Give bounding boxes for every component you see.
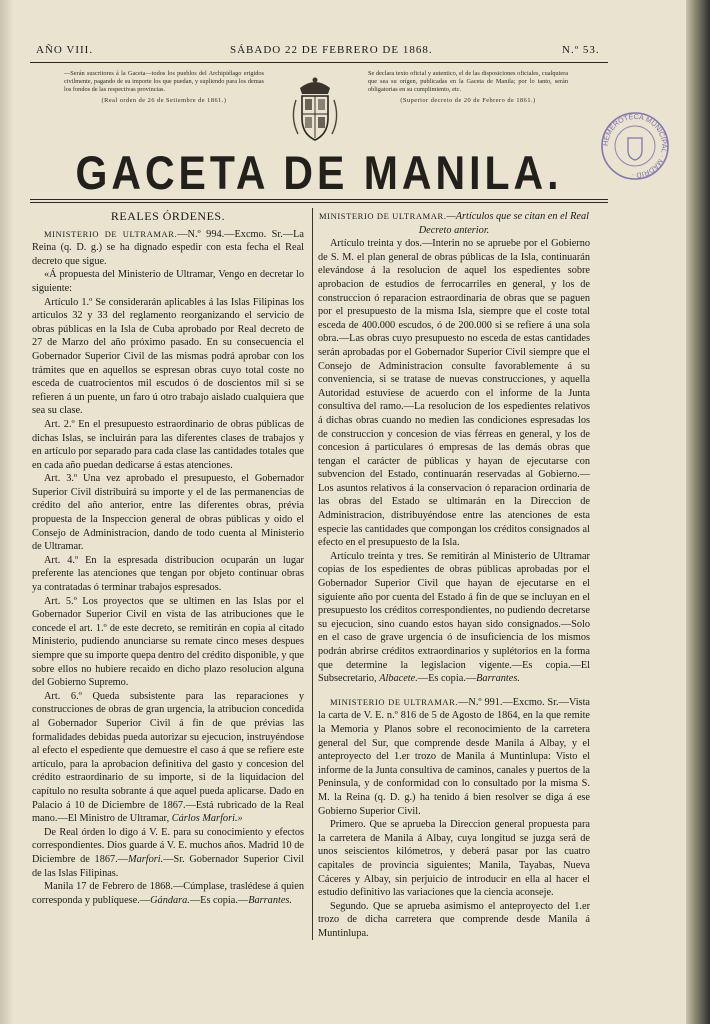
library-stamp-icon bbox=[598, 108, 672, 180]
right-notice bbox=[368, 70, 568, 105]
paragraph-text: —Sr. Gobernador Superior Civil de las Islas Filipinas. bbox=[32, 853, 304, 879]
paragraph: Artículo treinta y dos.—Interin no se apruebe por el Gobierno de S. M. el plan general de obras públicas de la Isla, continuarán elevándose á la resolucion de aquel los espedientes sobre aprobacion de estudios de ferrocarriles en general, y los de construccion ó reparacion estraordinaria de obras que se paguen por el presupuesto de la misma Isla, siempre que el coste total esceda de 400.000 escudos, ó de 200.000 si se refiere á una sola obra.—Las obras cuyo presupuesto no esceda de estas cantidades serán aprobadas por el Gobernador Superior Civil siempre que el Consejo de Administracion consulte favorablemente á su conveniencia, si se tratase de nuevas construcciones, y aquella Autoridad estuviese de acuerdo con el informe de la Junta consultiva del ramo.—La resolucion de los espedientes relativos á dichas obras cuando no medien las condiciones espresadas los de construccion y concesion de vias férreas en general, y los de concesion á particulares ó empresas de las demás obras que tengan el carácter de públicas y hayan de ejecutarse con subvencion del Estado, continuarán reservadas al Gobierno.—Los asuntos relativos á la conservacion ó reparacion ordinaria de las obras del Estado se ultimarán en la Direccion de Administracion, distribuyéndose entre las atenciones de esta especie las cantidades que compongan los créditos consignados al efecto en el presupuesto de la Isla. bbox=[318, 238, 590, 549]
paragraph-text: —N.º 994.—Excmo. Sr.—La Reina (q. D. g.) se ha dignado espedir con esta fecha el Real decreto que sigue. bbox=[32, 228, 304, 267]
paragraph: Art. 5.º Los proyectos que se ultimen en las Islas por el Gobernador Superior Civil en vista de las atribuciones que le concede el art. 1.º de este decreto, se remitirán en copia al citado Ministerio, pudiendo anunciarse su remate cinco meses despues siempre que su importe quepa dentro del crédito disponible, y que sobre ellos no hubiere recaido en dicho plazo resolucion alguna del Gobierno Supremo. bbox=[32, 595, 304, 689]
signature: Barrantes. bbox=[476, 673, 520, 685]
masthead-rule-bottom bbox=[30, 202, 608, 203]
masthead-rule-top bbox=[30, 199, 608, 200]
paragraph bbox=[318, 696, 590, 818]
paragraph: Art. 2.º En el presupuesto estraordinario de obras públicas de dichas Islas, se incluirán para las diferentes clases de trabajos y en artículo por separado para cada clase las cantidades totales que en cada año puedan dedicarse á estas atenciones. bbox=[32, 418, 304, 471]
signature: Cárlos Marfori.» bbox=[171, 813, 243, 825]
stamp-text: HEMEROTECA MUNICIPAL · MADRID · bbox=[600, 111, 670, 180]
right-column bbox=[318, 210, 590, 940]
paragraph: «Á propuesta del Ministerio de Ultramar, Vengo en decretar lo siguiente: bbox=[32, 269, 304, 294]
left-notice bbox=[64, 70, 264, 105]
coat-of-arms-icon bbox=[286, 74, 344, 146]
heading-italic: —Artículos que se citan en el Real Decreto anterior. bbox=[418, 211, 589, 236]
left-column bbox=[32, 210, 304, 940]
section-title: REALES ÓRDENES. bbox=[110, 210, 226, 223]
paragraph-text: Manila 17 de Febrero de 1868.—Cúmplase, traslédese á quien corresponda y publíquese.— bbox=[32, 881, 304, 906]
paragraph: Primero. Que se aprueba la Direccion general propuesta para la carretera de Manila á Albay, cuya longitud se juzga será de unos seiscientos kilómetros, y deberá pasar por las cuatro capitales de provincia siguientes; Manila, Tayabas, Nueva Cáceres y Albay, sin perjuicio de introducir en ella al hacer el estudio definitivo las variaciones que la ciencia aconseje. bbox=[318, 819, 590, 899]
column-divider bbox=[312, 208, 313, 940]
left-notice-ref: (Real orden de 26 de Setiembre de 1861.) bbox=[101, 96, 227, 104]
paragraph-text: —N.º 991.—Excmo. Sr.—Vista la carta de V. E. n.º 816 de 5 de Agosto de 1864, en la que remite la Memoria y Planos sobre el reconocimiento de la carretera general del Sur, que comprende desde Manila á Albay, y el anteproyecto del 1.er trozo de Manila á Muntinlupa: Visto el informe de la Junta consultiva de caminos, canales y puertos de la Peninsula, y de conformidad con lo consultado por la misma S. M. la Reina (q. D. g.) ha tenido á bien resolver se diga á ese Gobierno Superior Civil. bbox=[318, 696, 590, 817]
signature: Marfori. bbox=[128, 853, 164, 865]
issue-date: SÁBADO 22 DE FEBRERO DE 1868. bbox=[230, 44, 433, 56]
paragraph: Segundo. Que se aprueba asimismo el anteproyecto del 1.er trozo de dicha carretera que comprende desde Manila á Muntinlupa. bbox=[318, 900, 590, 939]
paragraph-text: Artículo treinta y tres. Se remitirán al Ministerio de Ultramar copias de los espedientes de obras públicas aprobadas por el Gobernador Superior Civil que hayan de ejecutarse en el siguiente año por cuenta del Estado á fin de que se incluyan en el presupuesto los créditos correspondientes, no pudiendo decretarse su ejecucion, sino cuando estos hayan sido consignados.—Solo en el caso de grave urgencia ó de insuficiencia de los mismos podrán abrirse créditos extraordinarios y suplétorios en la forma que determine la legislacion vigente.—Es copia.—El Subsecretario, bbox=[318, 550, 590, 685]
paragraph bbox=[32, 228, 304, 269]
right-heading bbox=[318, 210, 590, 237]
paragraph-text: —Es copia.— bbox=[417, 673, 477, 685]
page-edge-shadow bbox=[686, 0, 710, 1024]
paragraph bbox=[32, 690, 304, 826]
signature: Barrantes. bbox=[248, 894, 292, 906]
issue-number: N.º 53. bbox=[562, 44, 600, 56]
paragraph-text: —Es copia.— bbox=[189, 894, 249, 906]
paragraph bbox=[32, 880, 304, 907]
paragraph bbox=[318, 550, 590, 686]
paragraph: Art. 3.º Una vez aprobado el presupuesto, el Gobernador Superior Civil distribuirá su importe y el de las permanencias de crédito del año anterior, entre las diferentes obras, prévia propuesta de la Inspeccion general de obras públicas y oido el Consejo de Administracion, dando de todo cuenta al Ministerio de Ultramar. bbox=[32, 473, 304, 553]
issue-year: AÑO VIII. bbox=[36, 44, 94, 56]
paragraph-text: De Real órden lo digo á V. E. para su conocimiento y efectos correspondientes. Dios guarde á V. E. muchos años. Madrid 10 de Diciembre de 1867.— bbox=[32, 826, 304, 865]
signature: Gándara. bbox=[150, 894, 190, 906]
right-notice-ref: (Superior decreto de 20 de Febrero de 1861.) bbox=[400, 96, 536, 104]
spacer bbox=[318, 686, 590, 696]
paragraph: Art. 4.º En la espresada distribucion ocuparán un lugar preferente las atenciones que tengan por objeto continuar obras ya contratadas ó terminar trabajos espresados. bbox=[32, 554, 304, 594]
header-rule bbox=[30, 62, 608, 63]
signature: Albacete. bbox=[379, 673, 418, 685]
masthead-title: GACETA DE MANILA. bbox=[75, 146, 563, 200]
left-notice-text: —Serán suscritores á la Gaceta—todos los pueblos del Archipiélago erigidos civilmente, pagando de su importe los que puedan, y supliendo para los demas los fondos de las respectivas provincias. bbox=[64, 70, 264, 94]
paragraph-text: Art. 6.º Queda subsistente para las reparaciones y construcciones de obras de gran urgencia, la atribucion concedida al Gobernador Superior Civil á fin de que prévias las formalidades debidas pueda autorizar su ejecucion, instruyéndose al efecto el espediente que demuestre el caso á que se refiere este artículo, para la aprobacion definitiva del gasto y concesion del crédito estraordinario de su importe, si de la liquidacion del capítulo no resulta sobrante á que aquel pueda aplicarse. Dado en Palacio á 10 de Diciembre de 1867.—Está rubricado de la Real mano.—El Ministro de Ultramar, bbox=[32, 690, 304, 825]
ministry-label: MINISTERIO DE ULTRAMAR. bbox=[330, 696, 459, 707]
paragraph: Artículo 1.º Se considerarán aplicables á las Islas Filipinas los artículos 32 y 33 del reglamento reorganizando el servicio de obras públicas en la Isla de Cuba aprobado por Real decreto de 27 de Marzo del año próximo pasado. En su consecuencia el Gobernador Superior Civil de las mismas podrá aprobar con los trámites que en aquellos se espresan obras cuyo total coste no esceda de cuatrocientos mil escudos ó de doscientos mil si se refieren á un puente, un faro ú otro trabajo aislado cualquiera que sea su clase. bbox=[32, 296, 304, 417]
ministry-label: MINISTERIO DE ULTRAMAR. bbox=[319, 211, 447, 221]
ministry-label: MINISTERIO DE ULTRAMAR. bbox=[44, 228, 178, 239]
right-notice-text: Se declara texto oficial y autentico, el de las disposiciones oficiales, cualquiera que sea su orígen, publicadas en la Gaceta de Manila; por lo tanto, serán obligatorias en su cumplimiento, etc. bbox=[368, 70, 568, 94]
paragraph bbox=[32, 826, 304, 880]
